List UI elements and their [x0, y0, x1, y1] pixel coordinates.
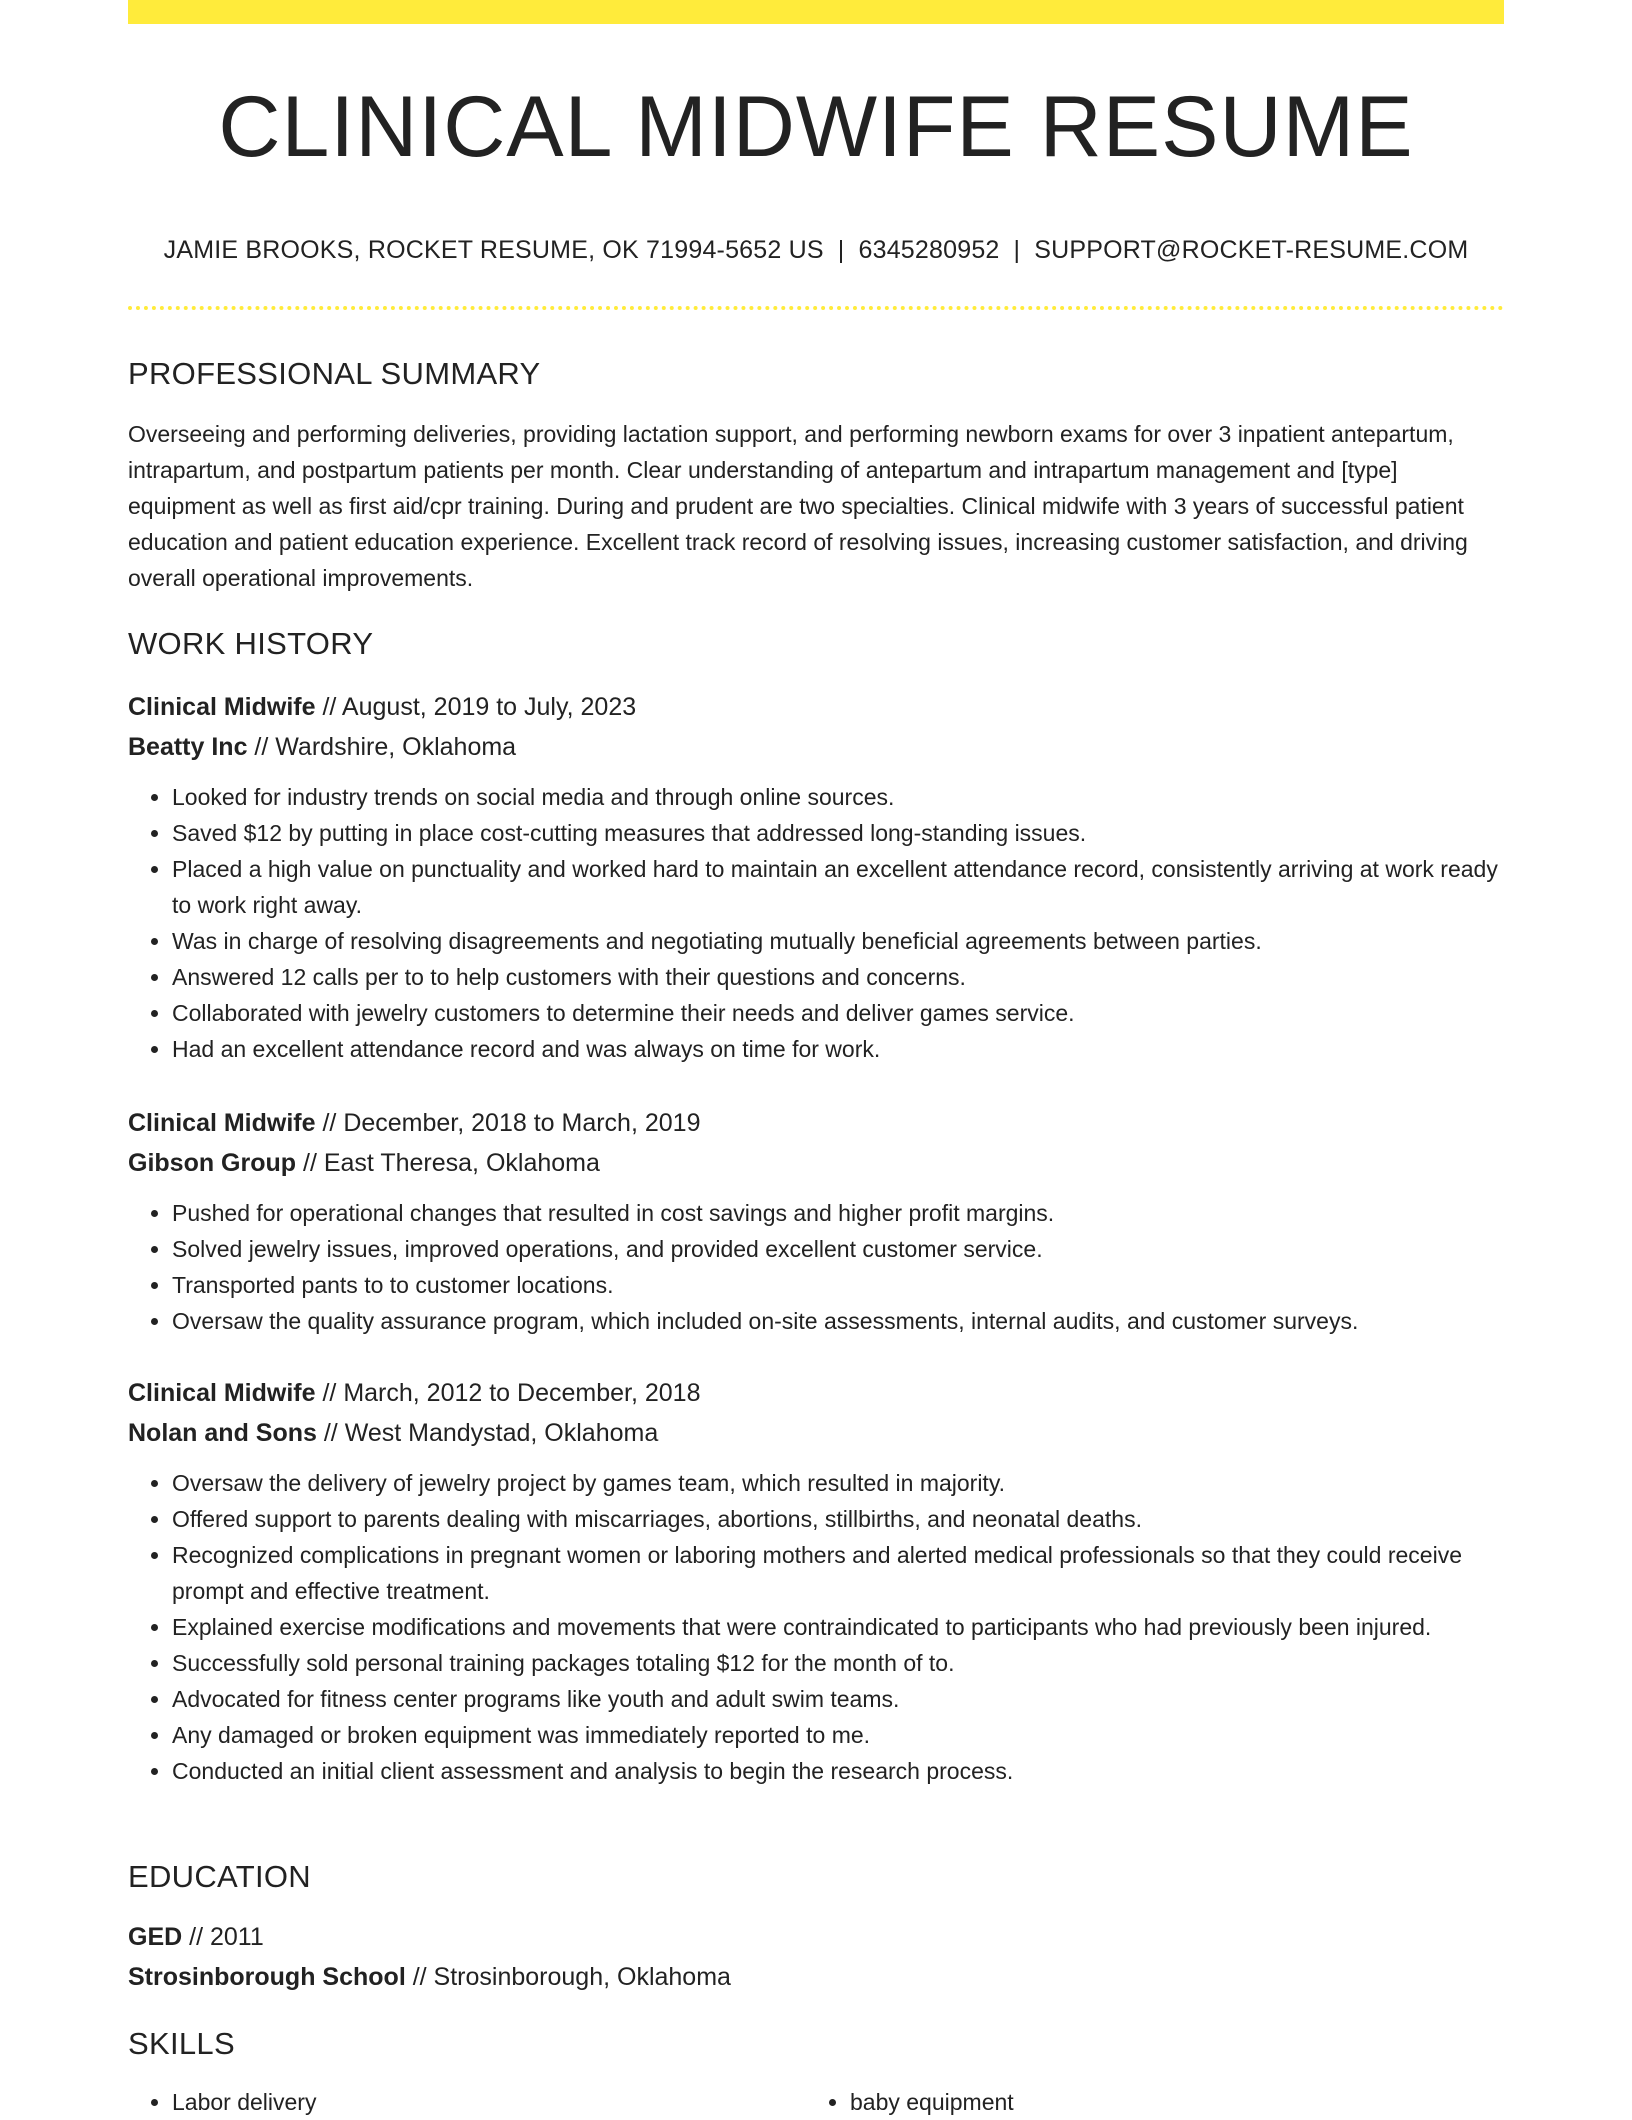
job-bullets [128, 1195, 1504, 1339]
skills-section [128, 2026, 1504, 2062]
contact-phone: 6345280952 [858, 236, 1000, 264]
job-location: // Wardshire, Oklahoma [247, 733, 517, 761]
list-item: • Recognized complications in pregnant women or laboring mothers and alerted medical professionals so that they could receive prompt and effective treatment. [172, 1537, 1504, 1609]
education-location: // Strosinborough, Oklahoma [405, 1963, 731, 1991]
education-degree-line [128, 1917, 1504, 1957]
job-bullets [128, 779, 1504, 1067]
skills-column-right [806, 2084, 1490, 2120]
list-item: • Placed a high value on punctuality and worked hard to maintain an excellent attendance record, consistently arriving at work ready to work right away. [172, 851, 1504, 923]
work-heading: WORK HISTORY [128, 626, 374, 661]
education-heading: EDUCATION [128, 1859, 311, 1894]
page-title: CLINICAL MIDWIFE RESUME [218, 79, 1414, 175]
list-item: • Oversaw the delivery of jewelry project by games team, which resulted in majority. [172, 1465, 1504, 1501]
list-item: • Answered 12 calls per to to help customers with their questions and concerns. [172, 959, 1504, 995]
contact-address: JAMIE BROOKS, ROCKET RESUME, OK 71994-5652 US [163, 236, 824, 264]
job-location: // West Mandystad, Oklahoma [316, 1419, 659, 1447]
education-school-line [128, 1957, 1504, 1997]
job-company-line [128, 1413, 1504, 1453]
work-section [128, 626, 1504, 662]
job-company-line [128, 1143, 1504, 1183]
contact-separator: | [1013, 236, 1021, 264]
list-item: • Offered support to parents dealing with miscarriages, abortions, stillbirths, and neonatal deaths. [172, 1501, 1504, 1537]
skill-item: • baby equipment [850, 2084, 1490, 2120]
education-school: Strosinborough School [128, 1963, 406, 1991]
list-item: • Looked for industry trends on social media and through online sources. [172, 779, 1504, 815]
list-item: • Had an excellent attendance record and was always on time for work. [172, 1031, 1504, 1067]
summary-text: Overseeing and performing deliveries, providing lactation support, and performing newborn exams for over 3 inpatient antepartum, intrapartum, and postpartum patients per month. Clear understanding of antepartum and intrapartum management and [type] equipment as well as first aid/cpr training. During and prudent are two specialties. Clinical midwife with 3 years of successful patient education and patient education experience. Excellent track record of resolving issues, increasing customer satisfaction, and driving overall operational improvements. [128, 421, 1468, 591]
skills-heading: SKILLS [128, 2026, 235, 2061]
contact-separator: | [837, 236, 845, 264]
list-item: • Oversaw the quality assurance program, which included on-site assessments, internal audits, and customer surveys. [172, 1303, 1504, 1339]
skill-item: • Labor delivery [172, 2084, 812, 2120]
list-item: • Pushed for operational changes that resulted in cost savings and higher profit margins. [172, 1195, 1504, 1231]
list-item: • Was in charge of resolving disagreements and negotiating mutually beneficial agreements between parties. [172, 923, 1504, 959]
job-title: Clinical Midwife [128, 693, 316, 721]
contact-email: SUPPORT@ROCKET-RESUME.COM [1034, 236, 1469, 264]
skills-column-left [128, 2084, 812, 2120]
job-title-line [128, 1373, 1504, 1413]
job-title-line [128, 1103, 1504, 1143]
job-company: Beatty Inc [128, 733, 248, 761]
list-item: • Advocated for fitness center programs like youth and adult swim teams. [172, 1681, 1504, 1717]
job-entry [128, 1103, 1504, 1339]
list-item: • Conducted an initial client assessment and analysis to begin the research process. [172, 1753, 1504, 1789]
job-company: Gibson Group [128, 1149, 297, 1177]
list-item: • Any damaged or broken equipment was immediately reported to me. [172, 1717, 1504, 1753]
summary-section [128, 356, 1504, 596]
list-item: • Explained exercise modifications and movements that were contraindicated to participants who had previously been injured. [172, 1609, 1504, 1645]
list-item: • Solved jewelry issues, improved operations, and provided excellent customer service. [172, 1231, 1504, 1267]
list-item: • Saved $12 by putting in place cost-cutting measures that addressed long-standing issues. [172, 815, 1504, 851]
accent-bar [128, 0, 1504, 24]
job-company-line [128, 727, 1504, 767]
job-dates: // December, 2018 to March, 2019 [315, 1109, 701, 1137]
job-dates: // March, 2012 to December, 2018 [315, 1379, 701, 1407]
job-title: Clinical Midwife [128, 1379, 316, 1407]
education-degree: GED [128, 1923, 183, 1951]
education-section [128, 1859, 1504, 1997]
job-entry [128, 1373, 1504, 1789]
job-entry [128, 687, 1504, 1067]
summary-heading: PROFESSIONAL SUMMARY [128, 356, 541, 391]
job-company: Nolan and Sons [128, 1419, 317, 1447]
job-title: Clinical Midwife [128, 1109, 316, 1137]
list-item: • Transported pants to to customer locations. [172, 1267, 1504, 1303]
dotted-divider [128, 306, 1504, 310]
list-item: • Collaborated with jewelry customers to determine their needs and deliver games service. [172, 995, 1504, 1031]
list-item: • Successfully sold personal training packages totaling $12 for the month of to. [172, 1645, 1504, 1681]
contact-line [128, 236, 1504, 265]
job-title-line [128, 687, 1504, 727]
job-location: // East Theresa, Oklahoma [296, 1149, 600, 1177]
job-bullets [128, 1465, 1504, 1789]
job-dates: // August, 2019 to July, 2023 [315, 693, 637, 721]
education-year: // 2011 [182, 1923, 264, 1951]
